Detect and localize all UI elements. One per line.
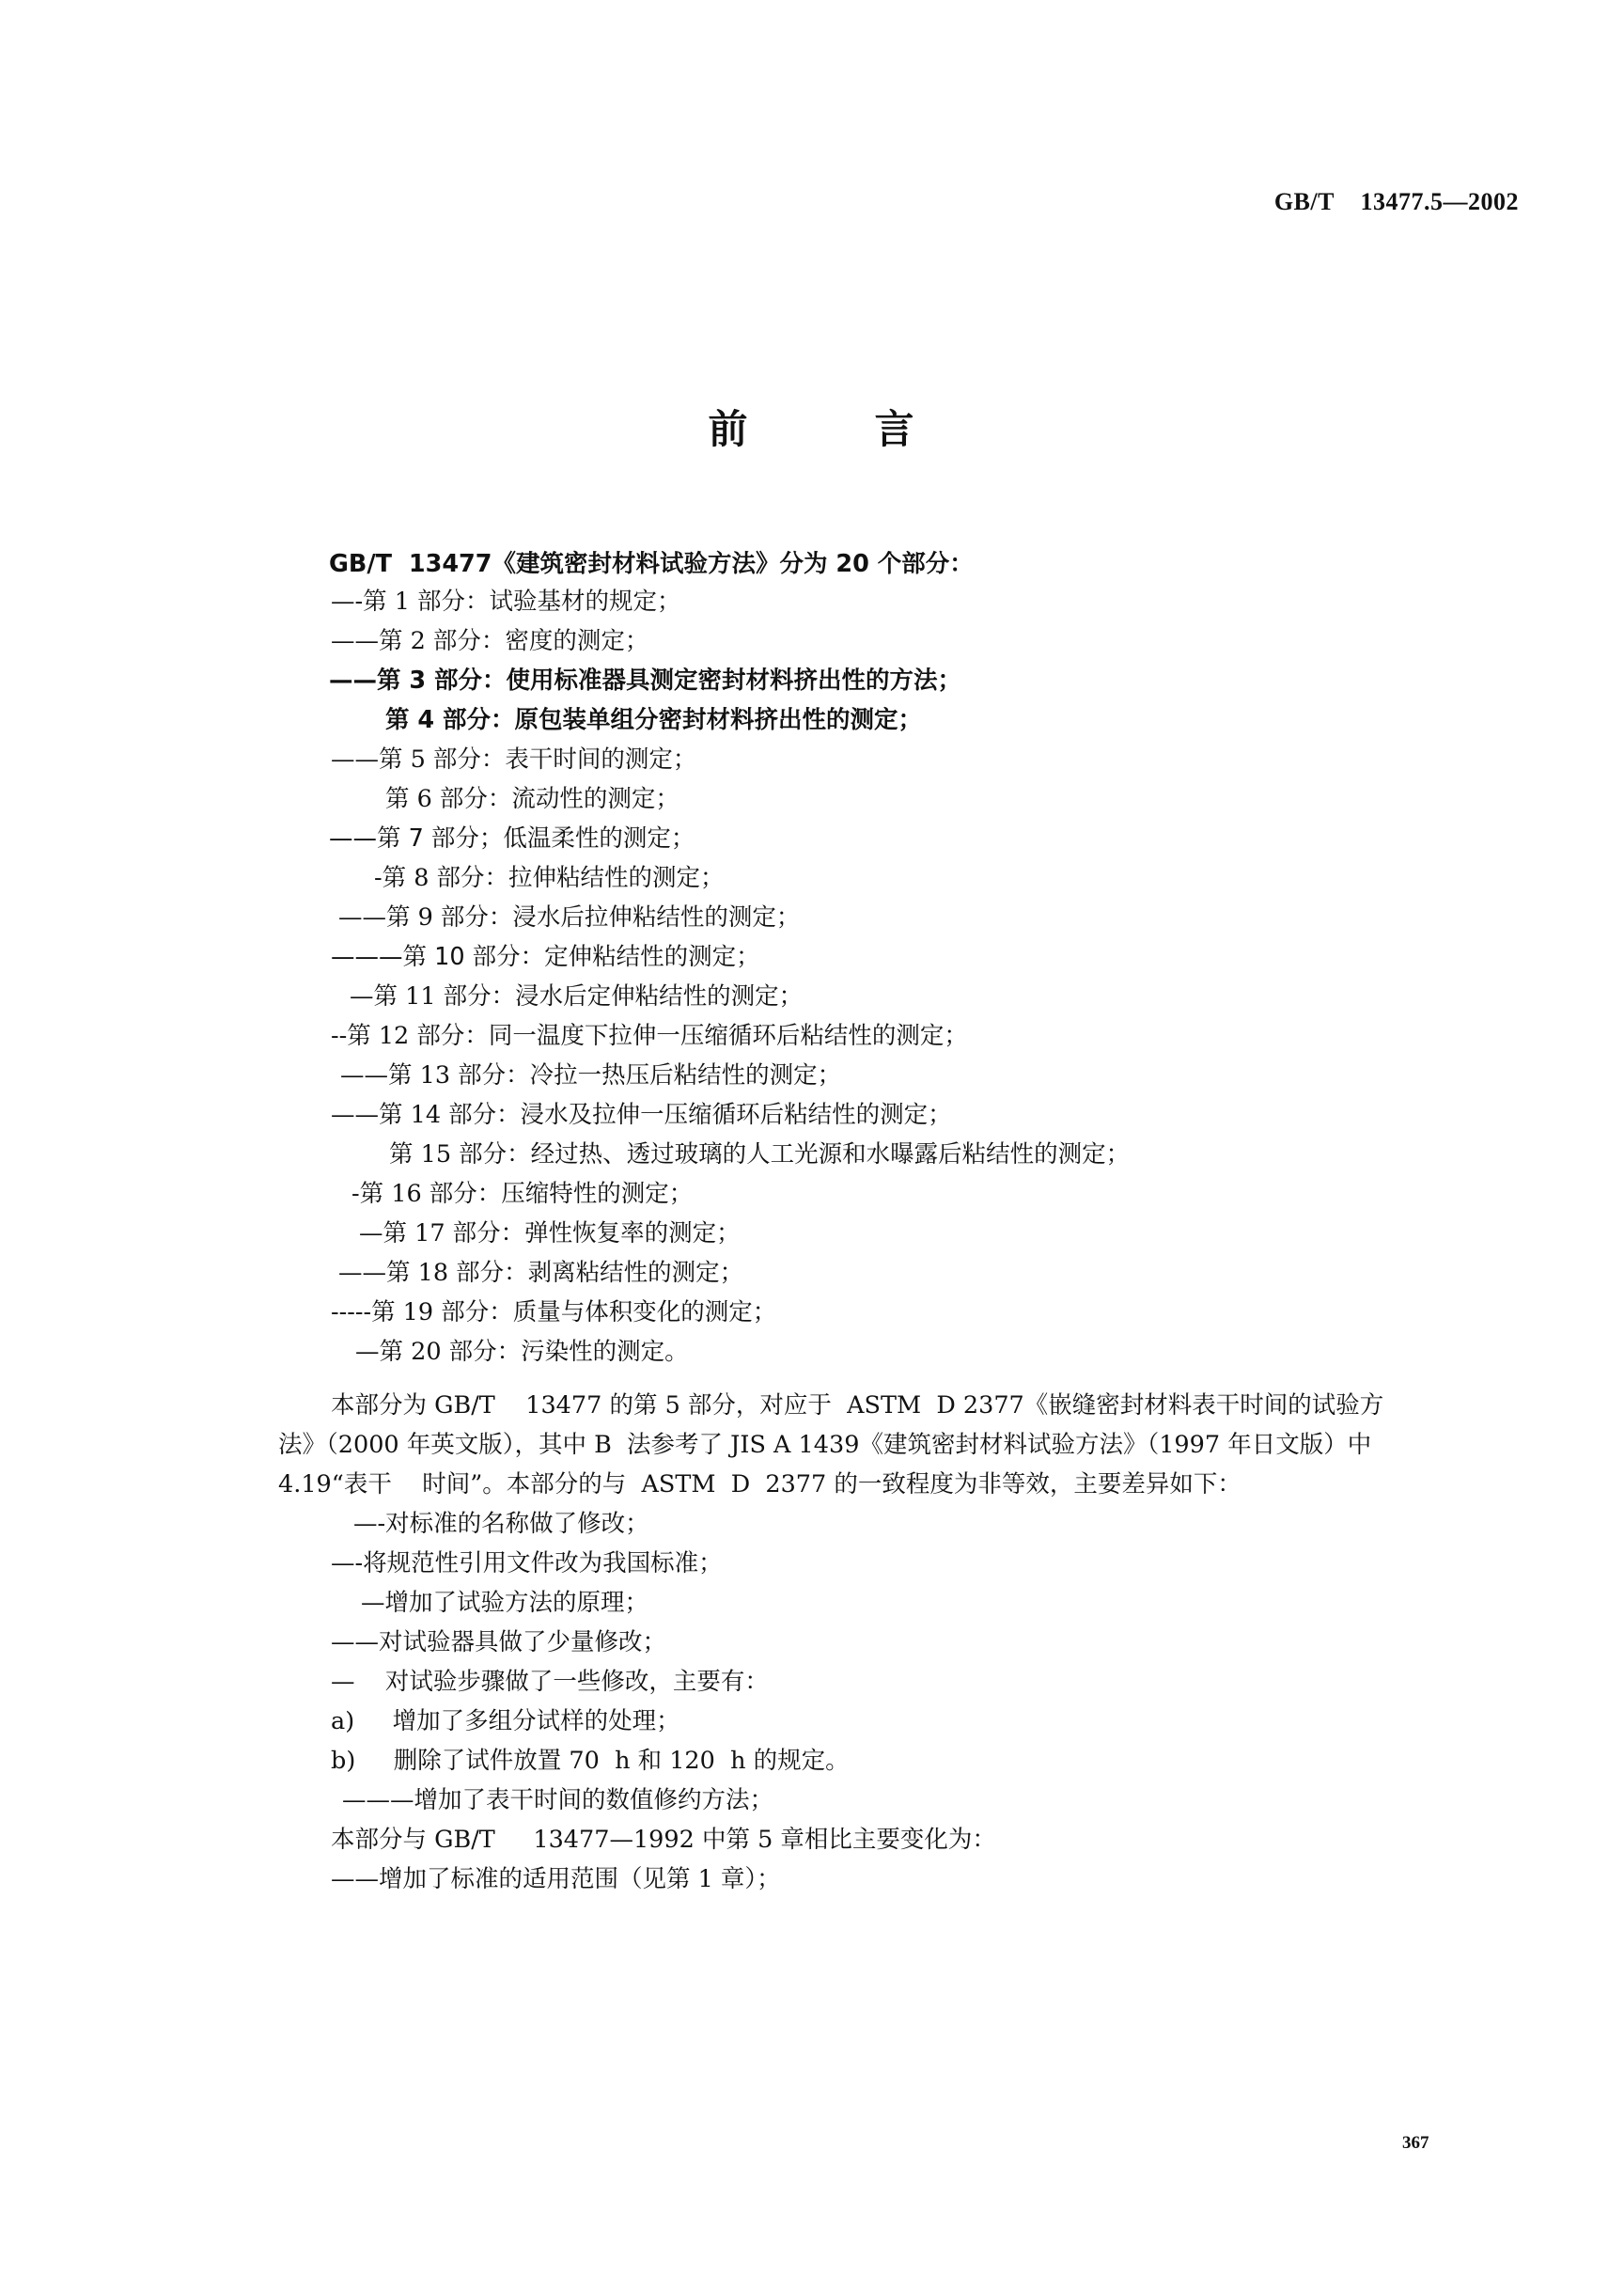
- page-number: 367: [1402, 2133, 1429, 2153]
- intro-line: GB/T 13477《建筑密封材料试验方法》分为 20 个部分：: [329, 550, 974, 578]
- page-title: 前 言: [708, 406, 916, 452]
- part-item-1: —-第 1 部分：试验基材的规定；: [331, 588, 681, 616]
- part-item-12: --第 12 部分：同一温度下拉伸一压缩循环后粘结性的测定；: [331, 1022, 968, 1050]
- part-item-7: ——第 7 部分；低温柔性的测定；: [329, 824, 695, 853]
- difference-item-3: —增加了试验方法的原理；: [361, 1589, 649, 1617]
- part-item-11: —第 11 部分：浸水后定伸粘结性的测定；: [350, 982, 804, 1011]
- change-item-1: ——增加了标准的适用范围（见第 1 章）；: [331, 1865, 781, 1893]
- difference-item-2: —-将规范性引用文件改为我国标准；: [331, 1549, 723, 1577]
- difference-item-6: ———增加了表干时间的数值修约方法；: [342, 1786, 774, 1814]
- standard-number: GB/T 13477.5—2002: [1273, 188, 1519, 215]
- part-item-2: ——第 2 部分：密度的测定；: [331, 627, 649, 655]
- difference-subitem-b: b) 删除了试件放置 70 h 和 120 h 的规定。: [331, 1747, 850, 1775]
- part-item-16: -第 16 部分：压缩特性的测定；: [351, 1180, 694, 1208]
- part-item-4: 第 4 部分：原包装单组分密封材料挤出性的测定；: [385, 706, 922, 734]
- changes-intro: 本部分与 GB/T 13477—1992 中第 5 章相比主要变化为：: [331, 1826, 996, 1854]
- part-item-6: 第 6 部分：流动性的测定；: [385, 785, 679, 813]
- difference-item-1: —-对标准的名称做了修改；: [353, 1510, 649, 1538]
- part-item-19: -----第 19 部分：质量与体积变化的测定；: [331, 1298, 777, 1326]
- part-item-17: —第 17 部分：弹性恢复率的测定；: [359, 1219, 741, 1247]
- part-item-14: ——第 14 部分：浸水及拉伸一压缩循环后粘结性的测定；: [331, 1101, 952, 1129]
- difference-subitem-a: a) 增加了多组分试样的处理；: [331, 1707, 680, 1735]
- paragraph-line-2: 法》（2000 年英文版），其中 B 法参考了 JIS A 1439《建筑密封材料试验方法》（1997 年日文版）中: [278, 1431, 1372, 1459]
- difference-item-4: ——对试验器具做了少量修改；: [331, 1628, 667, 1656]
- part-item-10: ———第 10 部分：定伸粘结性的测定；: [331, 943, 760, 971]
- paragraph-line-1: 本部分为 GB/T 13477 的第 5 部分，对应于 ASTM D 2377《嵌缝密封材料表干时间的试验方: [331, 1391, 1384, 1420]
- difference-item-5: — 对试验步骤做了一些修改，主要有：: [331, 1668, 769, 1696]
- part-item-20: —第 20 部分：污染性的测定。: [355, 1338, 689, 1366]
- part-item-13: ——第 13 部分：冷拉一热压后粘结性的测定；: [340, 1061, 842, 1090]
- part-item-9: ——第 9 部分：浸水后拉伸粘结性的测定；: [338, 903, 801, 932]
- part-item-5: ——第 5 部分：表干时间的测定；: [331, 745, 697, 774]
- part-item-18: ——第 18 部分：剥离粘结性的测定；: [338, 1259, 744, 1287]
- part-item-15: 第 15 部分：经过热、透过玻璃的人工光源和水曝露后粘结性的测定；: [389, 1140, 1131, 1169]
- paragraph-line-3: 4.19“表干 时间”。本部分的与 ASTM D 2377 的一致程度为非等效，主要差异如下：: [278, 1470, 1241, 1498]
- part-item-3: ——第 3 部分：使用标准器具测定密封材料挤出性的方法；: [329, 667, 961, 695]
- part-item-8: -第 8 部分：拉伸粘结性的测定；: [374, 864, 725, 892]
